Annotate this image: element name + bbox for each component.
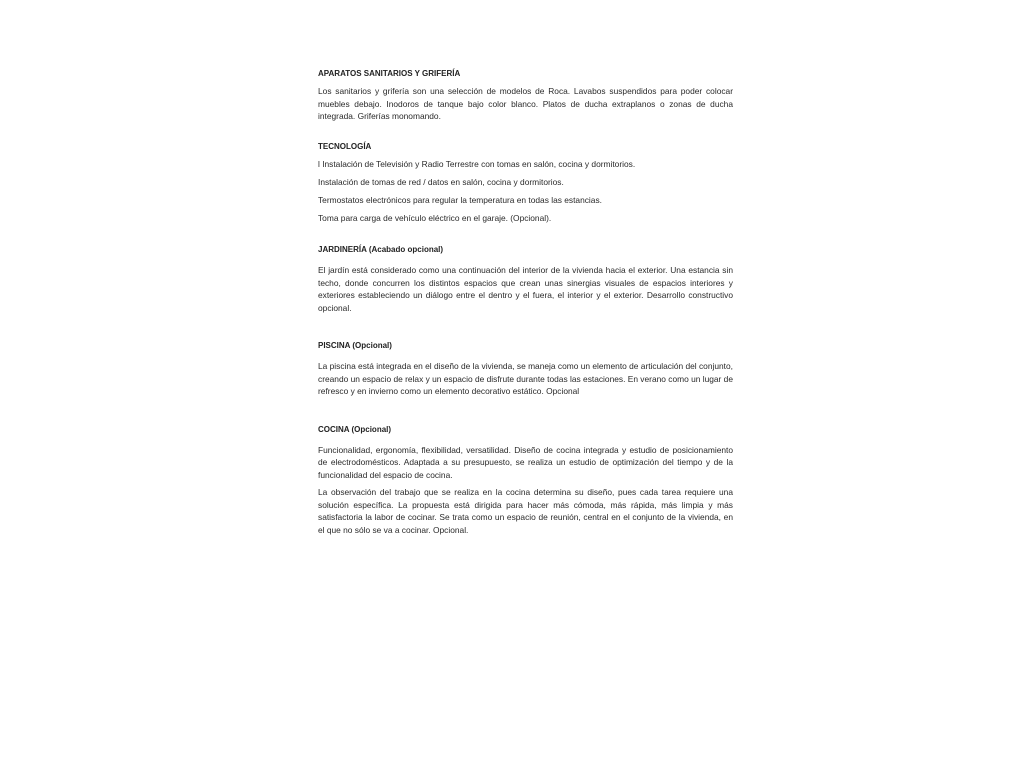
section-cocina [318, 424, 733, 537]
section-paragraph: La observación del trabajo que se realiza en la cocina determina su diseño, pues cada tarea requiere una solución específica. La propuesta está dirigida para hacer más cómoda, más rápida, más limpia y más satisfactoria la labor de cocinar. Se trata como un espacio de reunión, central en el conjunto de la vivienda, en el que no sólo se va a cocinar. Opcional. [318, 487, 733, 535]
section-heading: TECNOLOGÍA [318, 141, 372, 151]
section-paragraph: Toma para carga de vehículo eléctrico en el garaje. (Opcional). [318, 212, 552, 223]
section-paragraph: l Instalación de Televisión y Radio Terrestre con tomas en salón, cocina y dormitorios. [318, 158, 636, 169]
section-paragraph: Termostatos electrónicos para regular la temperatura en todas las estancias. [318, 194, 602, 205]
section-paragraph: La piscina está integrada en el diseño de la vivienda, se maneja como un elemento de articulación del conjunto, creando un espacio de relax y un espacio de disfrute durante todas las estaciones. En verano como un lugar de refresco y en invierno como un elemento decorativo estático. Opcional [318, 361, 733, 396]
section-piscina [318, 340, 733, 398]
section-heading: PISCINA (Opcional) [318, 341, 392, 350]
section-paragraph: El jardín está considerado como una continuación del interior de la vivienda hacia el exterior. Una estancia sin techo, donde concurren los distintos espacios que crean unas sinergias visuales de espacios interiores y exteriores estableciendo un diálogo entre el dentro y el fuera, el interior y el exterior. Desarrollo constructivo opcional. [318, 265, 733, 313]
section-paragraph: Instalación de tomas de red / datos en salón, cocina y dormitorios. [318, 176, 564, 187]
section-heading: JARDINERÍA (Acabado opcional) [318, 245, 444, 254]
section-tecnologia [318, 141, 733, 225]
section-jardineria [318, 244, 733, 314]
section-heading: APARATOS SANITARIOS Y GRIFERÍA [318, 69, 461, 78]
section-heading: COCINA (Opcional) [318, 424, 392, 434]
section-aparatos-sanitarios [318, 68, 733, 123]
section-paragraph: Funcionalidad, ergonomía, flexibilidad, versatilidad. Diseño de cocina integrada y estudio de posicionamiento de electrodomésticos. Adaptada a su presupuesto, se realiza un estudio de optimización del tiempo y de la funcionalidad del espacio de cocina. [318, 444, 733, 480]
section-paragraph: Los sanitarios y grifería son una selección de modelos de Roca. Lavabos suspendidos para poder colocar muebles debajo. Inodoros de tanque bajo color blanco. Platos de ducha extraplanos o zonas de ducha integrada. Griferías monomando. [318, 86, 733, 121]
document-page [318, 68, 733, 541]
